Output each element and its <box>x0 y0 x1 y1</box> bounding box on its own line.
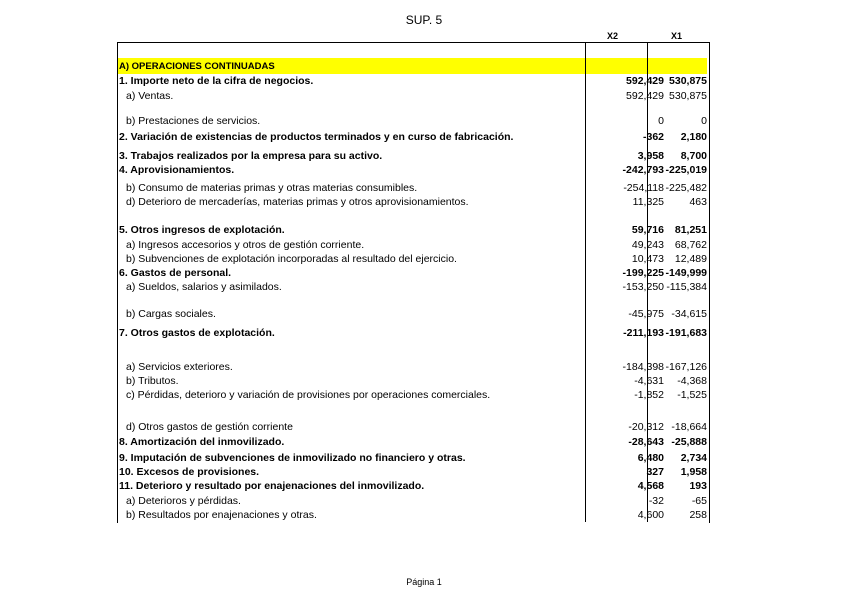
value-x2: 0 <box>658 115 664 127</box>
value-x2: 4,568 <box>637 480 664 492</box>
value-x1: 193 <box>689 480 707 492</box>
value-x2: -153,250 <box>622 281 664 293</box>
row-label: a) Servicios exteriores. <box>126 361 233 373</box>
row-label: 11. Deterioro y resultado por enajenaciones del inmovilizado. <box>119 480 425 492</box>
value-x1: 463 <box>689 196 707 208</box>
value-x2: -362 <box>642 131 664 143</box>
value-x2: 59,716 <box>631 224 664 236</box>
value-x2: 327 <box>646 466 664 478</box>
value-x2: -254,118 <box>623 182 664 194</box>
value-x2: -45,975 <box>628 308 664 320</box>
row-label: b) Cargas sociales. <box>126 308 216 320</box>
row-label: b) Subvenciones de explotación incorporadas al resultado del ejercicio. <box>126 253 457 265</box>
value-x2: 4,600 <box>637 509 664 521</box>
row-label: 8. Amortización del inmovilizado. <box>119 436 285 448</box>
value-x2: -242,793 <box>622 164 664 176</box>
row-label: 9. Imputación de subvenciones de inmovilizado no financiero y otras. <box>119 452 466 464</box>
table-row <box>118 420 708 434</box>
value-x1: -225,482 <box>665 182 707 194</box>
value-x2: -32 <box>648 495 664 507</box>
table-row <box>118 326 708 340</box>
value-x1: -1,525 <box>677 389 707 401</box>
value-x1: 530,875 <box>669 90 707 102</box>
value-x2: 592,429 <box>626 90 664 102</box>
row-label: a) Sueldos, salarios y asimilados. <box>126 281 282 293</box>
table-row <box>118 374 708 388</box>
row-label: a) Deterioros y pérdidas. <box>126 495 241 507</box>
table-row <box>118 494 708 508</box>
table-row <box>118 435 708 449</box>
table-row <box>118 89 708 103</box>
value-x1: 8,700 <box>680 150 707 162</box>
table-row <box>118 195 708 209</box>
row-label: d) Otros gastos de gestión corriente <box>126 421 293 433</box>
row-label: d) Deterioro de mercaderías, materias primas y otros aprovisionamientos. <box>126 196 469 208</box>
row-label: b) Prestaciones de servicios. <box>126 115 261 127</box>
table-row <box>118 479 708 493</box>
value-x2: 10,473 <box>631 253 664 265</box>
table-row <box>118 508 708 522</box>
column-header-x1: X1 <box>671 31 683 41</box>
table-row <box>118 238 708 252</box>
page-title: SUP. 5 <box>405 13 443 27</box>
column-header-x2: X2 <box>607 31 619 41</box>
table-row <box>118 181 708 195</box>
value-x1: -65 <box>691 495 707 507</box>
row-label: 4. Aprovisionamientos. <box>119 164 235 176</box>
value-x1: 81,251 <box>674 224 707 236</box>
row-label: a) Ingresos accesorios y otros de gestión corriente. <box>126 239 365 251</box>
value-x1: 2,734 <box>680 452 707 464</box>
row-label: 7. Otros gastos de explotación. <box>119 327 275 339</box>
value-x1: 12,489 <box>674 253 707 265</box>
row-label: a) Ventas. <box>126 90 174 102</box>
table-row <box>118 130 708 144</box>
table-row <box>118 74 708 88</box>
value-x1: -191,683 <box>665 327 707 339</box>
table-row <box>118 360 708 374</box>
table-row <box>118 149 708 163</box>
value-x1: -167,126 <box>665 361 707 373</box>
value-x1: 530,875 <box>669 75 707 87</box>
table-row <box>118 451 708 465</box>
value-x2: -199,225 <box>622 267 664 279</box>
row-label: c) Pérdidas, deterioro y variación de provisiones por operaciones comerciales. <box>126 389 491 401</box>
row-label: 3. Trabajos realizados por la empresa para su activo. <box>119 150 383 162</box>
row-label: b) Tributos. <box>126 375 179 387</box>
value-x1: -4,368 <box>677 375 707 387</box>
row-label: b) Consumo de materias primas y otras materias consumibles. <box>126 182 418 194</box>
value-x2: -20,312 <box>628 421 664 433</box>
row-label: 5. Otros ingresos de explotación. <box>119 224 285 236</box>
value-x2: -184,398 <box>622 361 664 373</box>
value-x1: 2,180 <box>680 131 707 143</box>
page-footer: Página 1 <box>406 577 442 587</box>
value-x1: -225,019 <box>665 164 707 176</box>
value-x1: -115,384 <box>666 281 707 293</box>
table-row <box>118 280 708 294</box>
value-x2: 592,429 <box>626 75 664 87</box>
value-x2: 11,325 <box>632 196 664 208</box>
table-row <box>118 307 708 321</box>
row-label: b) Resultados por enajenaciones y otras. <box>126 509 317 521</box>
value-x1: 1,958 <box>680 466 707 478</box>
table-row <box>118 465 708 479</box>
value-x2: -211,193 <box>623 327 664 339</box>
value-x2: -28,643 <box>628 436 664 448</box>
value-x1: 0 <box>701 115 707 127</box>
value-x1: 68,762 <box>674 239 707 251</box>
value-x1: -18,664 <box>671 421 707 433</box>
row-label: 6. Gastos de personal. <box>119 267 232 279</box>
value-x2: 49,243 <box>631 239 664 251</box>
value-x2: -4,631 <box>634 375 664 387</box>
section-heading <box>118 60 708 74</box>
table-row <box>118 163 708 177</box>
table-row <box>118 388 708 402</box>
value-x2: 6,480 <box>637 452 664 464</box>
value-x1: -34,615 <box>671 308 707 320</box>
table-row <box>118 114 708 128</box>
value-x1: 258 <box>689 509 707 521</box>
value-x2: -1,852 <box>634 389 664 401</box>
value-x1: -149,999 <box>665 267 707 279</box>
row-label: A) OPERACIONES CONTINUADAS <box>119 61 275 72</box>
row-label: 1. Importe neto de la cifra de negocios. <box>119 75 314 87</box>
row-label: 2. Variación de existencias de productos terminados y en curso de fabricación. <box>119 131 514 143</box>
value-x1: -25,888 <box>671 436 707 448</box>
row-label: 10. Excesos de provisiones. <box>119 466 260 478</box>
table-row <box>118 252 708 266</box>
table-row <box>118 266 708 280</box>
value-x2: 3,958 <box>637 150 664 162</box>
table-row <box>118 223 708 237</box>
